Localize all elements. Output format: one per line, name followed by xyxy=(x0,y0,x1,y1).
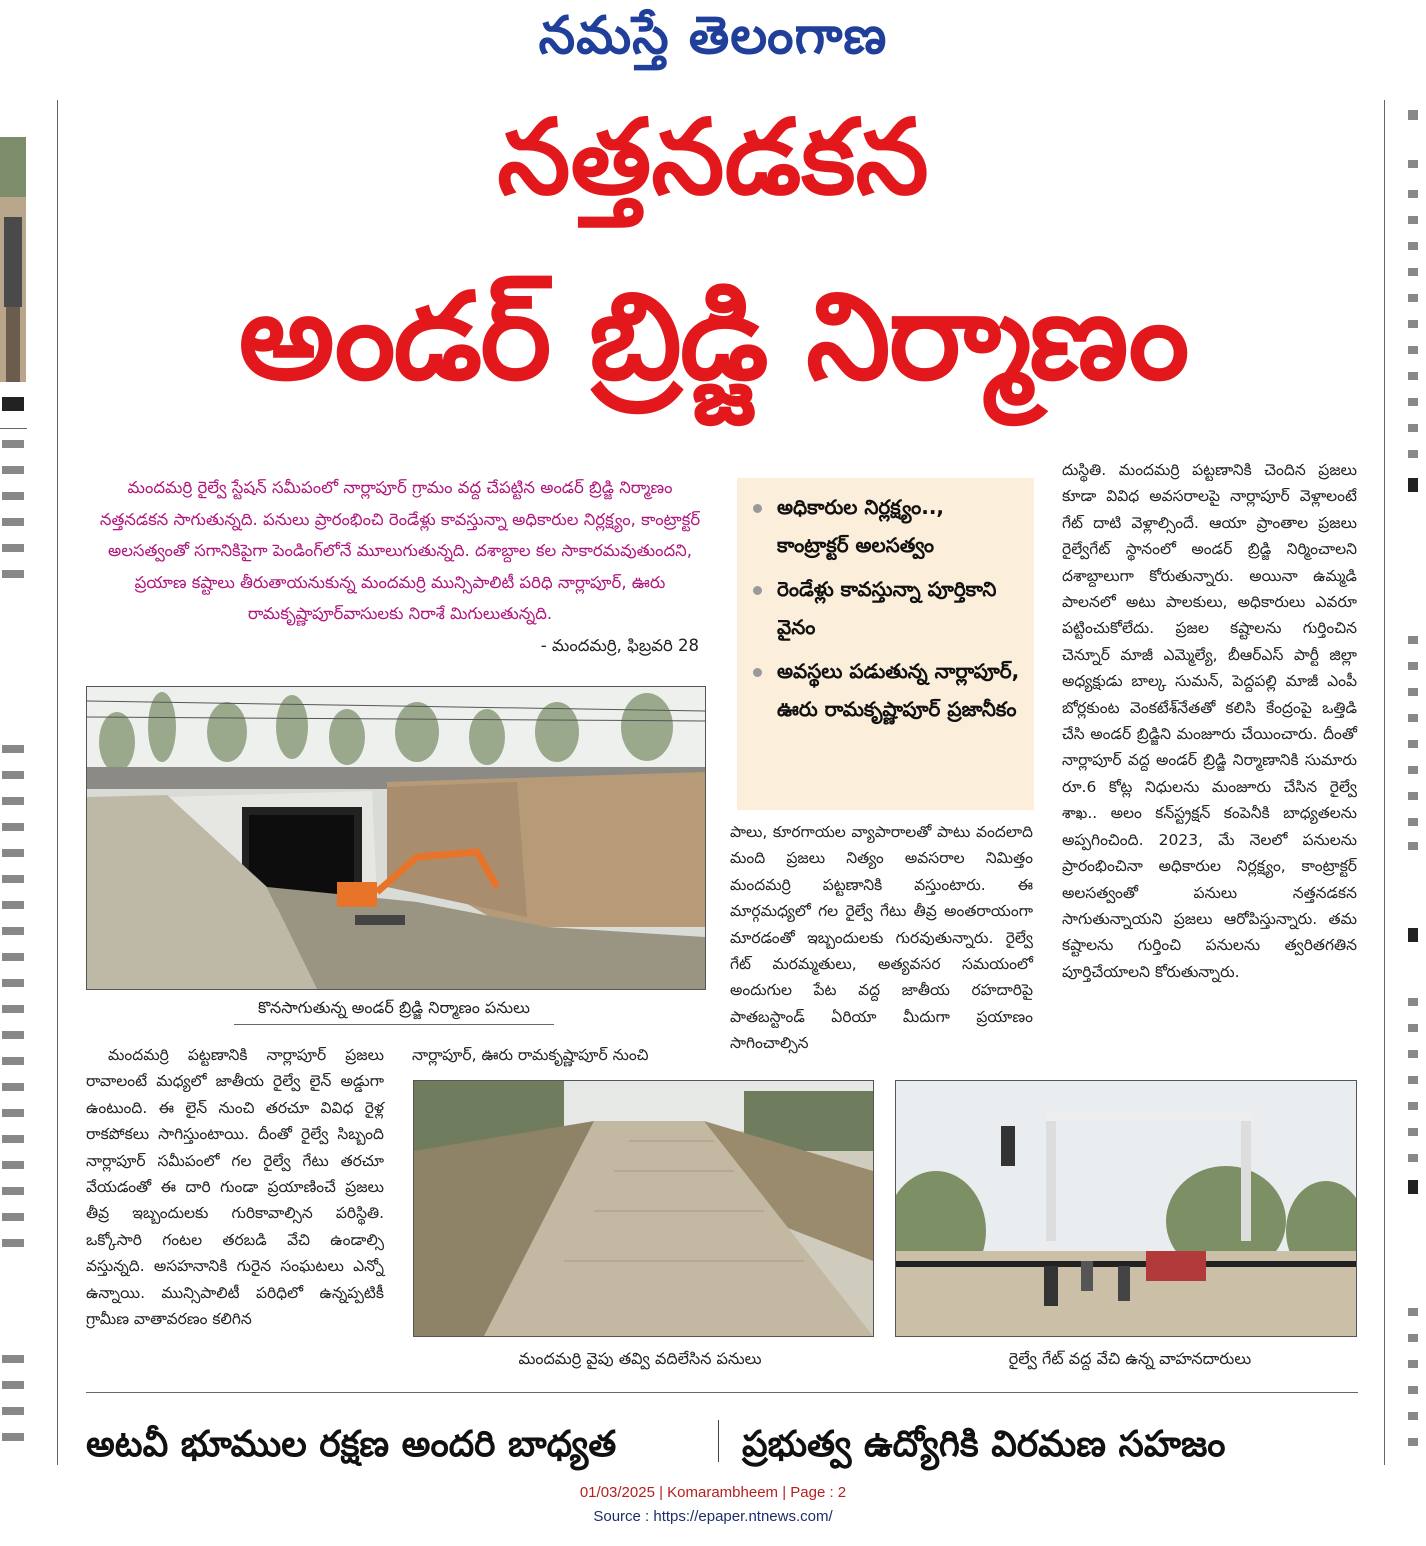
excavation-scene-graphic xyxy=(414,1081,873,1336)
highlight-text: రెండేళ్లు కావస్తున్నా పూర్తికాని వైనం xyxy=(777,577,997,639)
main-photo-caption: కొనసాగుతున్న అండర్ బ్రిడ్జి నిర్మాణం పనులు xyxy=(234,998,554,1025)
highlight-item xyxy=(753,652,1020,728)
body-column-middle-upper xyxy=(730,819,1033,1057)
headline-line-2: అండర్ బ్రిడ్జి నిర్మాణం xyxy=(238,268,1188,407)
left-edge-cropped-column xyxy=(0,395,28,1455)
dateline: - మందమర్రి, ఫిబ్రవరి 28 xyxy=(540,635,699,655)
construction-scene-graphic xyxy=(87,687,705,989)
body-text: నార్లాపూర్, ఊరు రామకృష్ణాపూర్ నుంచి xyxy=(412,1046,649,1064)
intro-text: మందమర్రి రైల్వే స్టేషన్ సమీపంలో నార్లాపూర్ గ్రామం వద్ద చేపట్టిన అండర్ బ్రిడ్జి నిర్మాణం నత్తనడకన సాగుతున్నది. పనులు ప్రారంభించి రెండేళ్లు కావస్తున్నా అధికారుల నిర్లక్ష్యం, కాంట్రాక్టర్ అలసత్వంతో సగానికిపైగా పెండింగ్‌లోనే మూలుగుతున్నది. దశాబ్దాల కల సాకారమవుతుందని, ప్రయాణ కష్టాలు తీరుతాయనుకున్న మందమర్రి మున్సిపాలిటీ పరిధి నార్లాపూర్, ఊరు రామకృష్ణాపూర్‌వాసులకు నిరాశే మిగులుతున్నది. xyxy=(99,478,701,623)
footer-edition-info: 01/03/2025 | Komarambheem | Page : 2 xyxy=(579,1484,847,1501)
railway-gate-photo-caption: రైల్వే గేట్ వద్ద వేచి ఉన్న వాహనదారులు xyxy=(1008,1349,1252,1368)
highlights-box xyxy=(737,478,1034,810)
footer-source-link[interactable]: Source : https://epaper.ntnews.com/ xyxy=(593,1508,833,1525)
bottom-headline-left: అటవీ భూముల రక్షణ అందరి బాధ్యత xyxy=(86,1424,617,1465)
highlight-text: అధికారుల నిర్లక్ష్యం.., కాంట్రాక్టర్ అలసత్వం xyxy=(777,495,945,557)
body-column-left-bottom xyxy=(86,1042,384,1332)
body-text: మందమర్రి పట్టణానికి నార్లాపూర్ ప్రజలు రావాలంటే మధ్యలో జాతీయ రైల్వే లైన్ అడ్డుగా ఉంటుంది. ఈ లైన్ నుంచి తరచూ వివిధ రైళ్ల రాకపోకలు సాగిస్తుంటాయి. దీంతో రైల్వే సిబ్బంది నార్లాపూర్ సమీపంలో గల రైల్వే గేటు తరచూ వేయడంతో ఈ దారి గుండా ప్రయాణించే ప్రజలు తీవ్ర ఇబ్బందులకు గురికావాల్సిన పరిస్థితి. ఒక్కోసారి గంటల తరబడి వేచి ఉండాల్సి వస్తున్నది. అసహనానికి గురైన సంఘటలు ఎన్నో ఉన్నాయి. మున్సిపాలిటీ పరిధిలో ఉన్నప్పటికీ గ్రామీణ వాతావరణం కలిగిన xyxy=(86,1046,384,1329)
bottom-headline-divider xyxy=(718,1420,719,1462)
main-construction-photo xyxy=(86,686,706,990)
bullet-icon xyxy=(753,668,762,677)
masthead-title: నమస్తే తెలంగాణ xyxy=(538,6,888,66)
highlight-item xyxy=(753,488,1020,564)
body-text: దుస్థితి. మందమర్రి పట్టణానికి చెందిన ప్రజలు కూడా వివిధ అవసరాలపై నార్లాపూర్ వెళ్లాలంటే గేట్ దాటి వెళ్లాల్సిందే. ఆయా ప్రాంతాల ప్రజలు రైల్వేగేట్ స్థానంలో అండర్ బ్రిడ్జి నిర్మించాలని దశాబ్దాలుగా కోరుతున్నారు. అయినా ఉమ్మడి పాలనలో అటు పాలకులు, అధికారులు ఎవరూ పట్టించుకోలేదు. ప్రజల కష్టాలను గుర్తించిన చెన్నూర్ మాజీ ఎమ్మెల్యే, బీఆర్‌ఎస్ పార్టీ జిల్లా అధ్యక్షుడు బాల్క సుమన్, పెద్దపల్లి మాజీ ఎంపీ బోర్లకుంట వెంకటేశ్‌నేతతో కలిసి కేంద్రంపై ఒత్తిడి చేసి అండర్ బ్రిడ్జిని మంజూరు చేయించారు. దీంతో నార్లాపూర్ వద్ద అండర్ బ్రిడ్జి నిర్మాణానికి సుమారు రూ.6 కోట్ల నిధులను మంజూరు చేసిన రైల్వే శాఖ.. అలం కన్‌స్ట్రక్షన్ కంపెనీకి బాధ్యతలను అప్పగించింది. 2023, మే నెలలో పనులను ప్రారంభించినా అధికారుల నిర్లక్ష్యం, కాంట్రాక్టర్ అలసత్వంతో పనులు నత్తనడకన సాగుతున్నాయని ప్రజలు ఆరోపిస్తున్నారు. తమ కష్టాలను గుర్తించి పనులను త్వరితగతిన పూర్తిచేయాలని కోరుతున్నారు. xyxy=(1062,461,1357,981)
headline-line-1: నత్తనడకన xyxy=(497,96,929,218)
bullet-icon xyxy=(753,586,762,595)
bullet-icon xyxy=(753,504,762,513)
railway-gate-scene-graphic xyxy=(896,1081,1356,1336)
highlight-text: అవస్థలు పడుతున్న నార్లాపూర్, ఊరు రామకృష్ణాపూర్ ప్రజానీకం xyxy=(777,659,1020,721)
intro-blurb xyxy=(95,472,705,661)
excavation-photo xyxy=(413,1080,874,1337)
excavation-photo-caption: మందమర్రి వైపు తవ్వి వదిలేసిన పనులు xyxy=(518,1349,762,1368)
bottom-section-rule xyxy=(86,1392,1358,1393)
bottom-headline-right: ప్రభుత్వ ఉద్యోగికి విరమణ సహజం xyxy=(742,1424,1226,1465)
highlight-item xyxy=(753,570,1020,646)
body-column-middle-bottom xyxy=(412,1042,708,1068)
body-text: పాలు, కూరగాయల వ్యాపారాలతో పాటు వందలాది మంది ప్రజలు నిత్యం అవసరాల నిమిత్తం మందమర్రి పట్టణానికి వస్తుంటారు. ఈ మార్గమధ్యలో గల రైల్వే గేటు తీవ్ర అంతరాయంగా మారడంతో ఇబ్బందులకు గురవుతున్నారు. రైల్వే గేట్ మరమ్మతులు, అత్యవసర సమయంలో అందుగుల పేట వద్ద జాతీయ రహదారిపై పాతబస్టాండ్ ఏరియా మీదుగా ప్రయాణం సాగించాల్సిన xyxy=(730,823,1033,1053)
body-column-right xyxy=(1062,457,1357,985)
railway-gate-photo xyxy=(895,1080,1357,1337)
left-edge-text-texture xyxy=(0,395,28,1455)
